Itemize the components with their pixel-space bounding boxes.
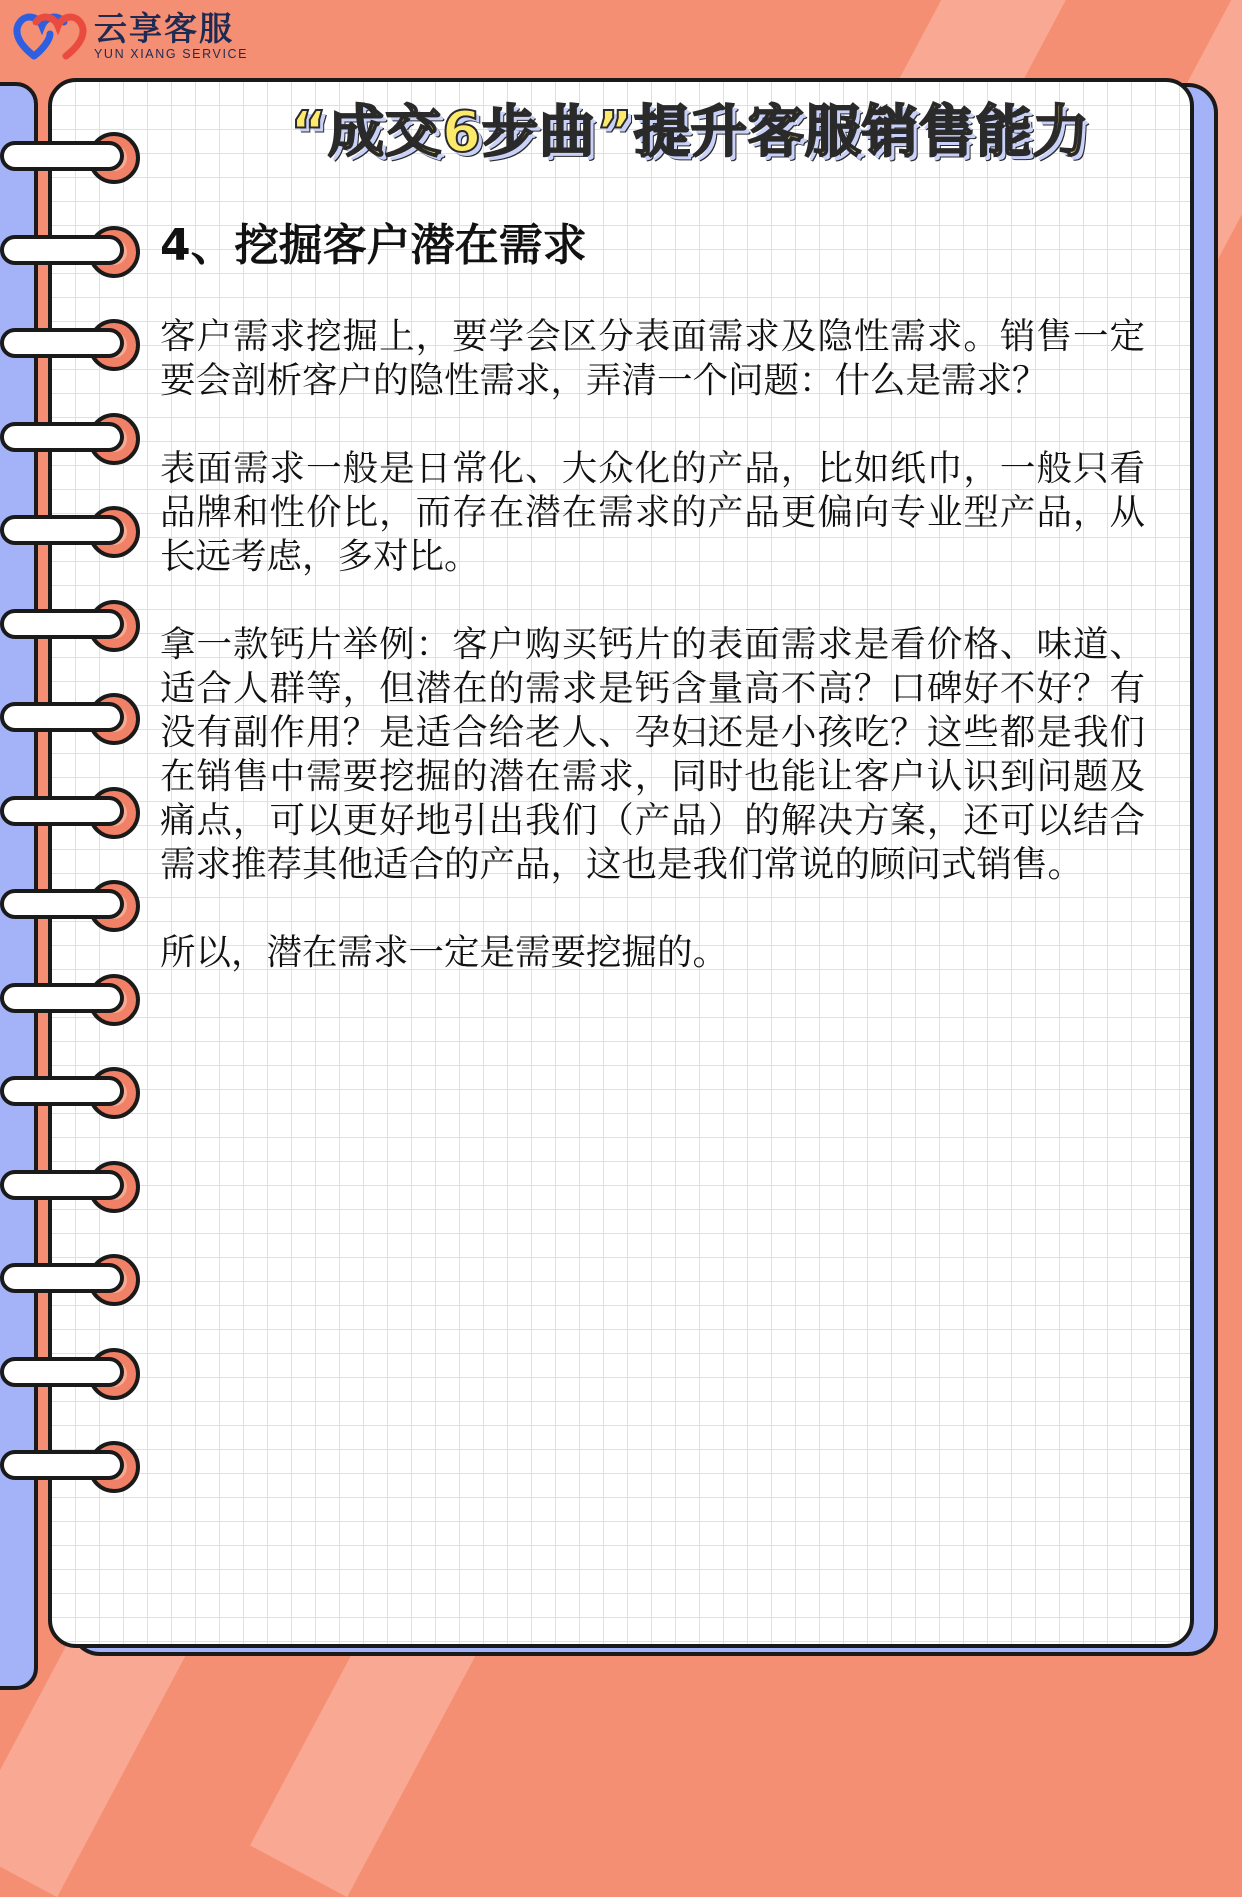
binder-ring <box>0 598 142 654</box>
section-heading: 4、挖掘客户潜在需求 <box>160 220 587 271</box>
paragraph: 客户需求挖掘上，要学会区分表面需求及隐性需求。销售一定要会剖析客户的隐性需求，弄清一个问题：什么是需求？ <box>160 316 1145 401</box>
page-title: “成交6步曲”提升客服销售能力 <box>290 100 1090 165</box>
binder-ring <box>0 1065 142 1121</box>
brand-name-en: YUN XIANG SERVICE <box>94 47 249 61</box>
article-content <box>160 218 1145 1019</box>
binder-ring <box>0 1346 142 1402</box>
binder-ring <box>0 130 142 186</box>
paragraph: 拿一款钙片举例：客户购买钙片的表面需求是看价格、味道、适合人群等，但潜在的需求是钙含量高不高？口碑好不好？有没有副作用？是适合给老人、孕妇还是小孩吃？这些都是我们在销售中需要挖掘的潜在需求，同时也能让客户认识到问题及痛点，可以更好地引出我们（产品）的解决方案，还可以结合需求推荐其他适合的产品，这也是我们常说的顾问式销售。 <box>160 624 1145 885</box>
binder-ring <box>0 972 142 1028</box>
binder-ring <box>0 785 142 841</box>
paragraph: 所以，潜在需求一定是需要挖掘的。 <box>160 932 729 973</box>
binder-ring <box>0 504 142 560</box>
binder-ring <box>0 411 142 467</box>
binder-ring <box>0 317 142 373</box>
binder-ring <box>0 1159 142 1215</box>
brand-name-cn: 云享客服 <box>94 9 234 48</box>
double-heart-loop-icon <box>12 10 88 62</box>
paragraph: 表面需求一般是日常化、大众化的产品，比如纸巾，一般只看品牌和性价比，而存在潜在需求的产品更偏向专业型产品，从长远考虑，多对比。 <box>160 448 1145 577</box>
brand-logo <box>12 10 248 62</box>
binder-ring <box>0 691 142 747</box>
binder-ring <box>0 224 142 280</box>
binder-ring <box>0 1439 142 1495</box>
binder-ring <box>0 1252 142 1308</box>
binder-ring <box>0 878 142 934</box>
